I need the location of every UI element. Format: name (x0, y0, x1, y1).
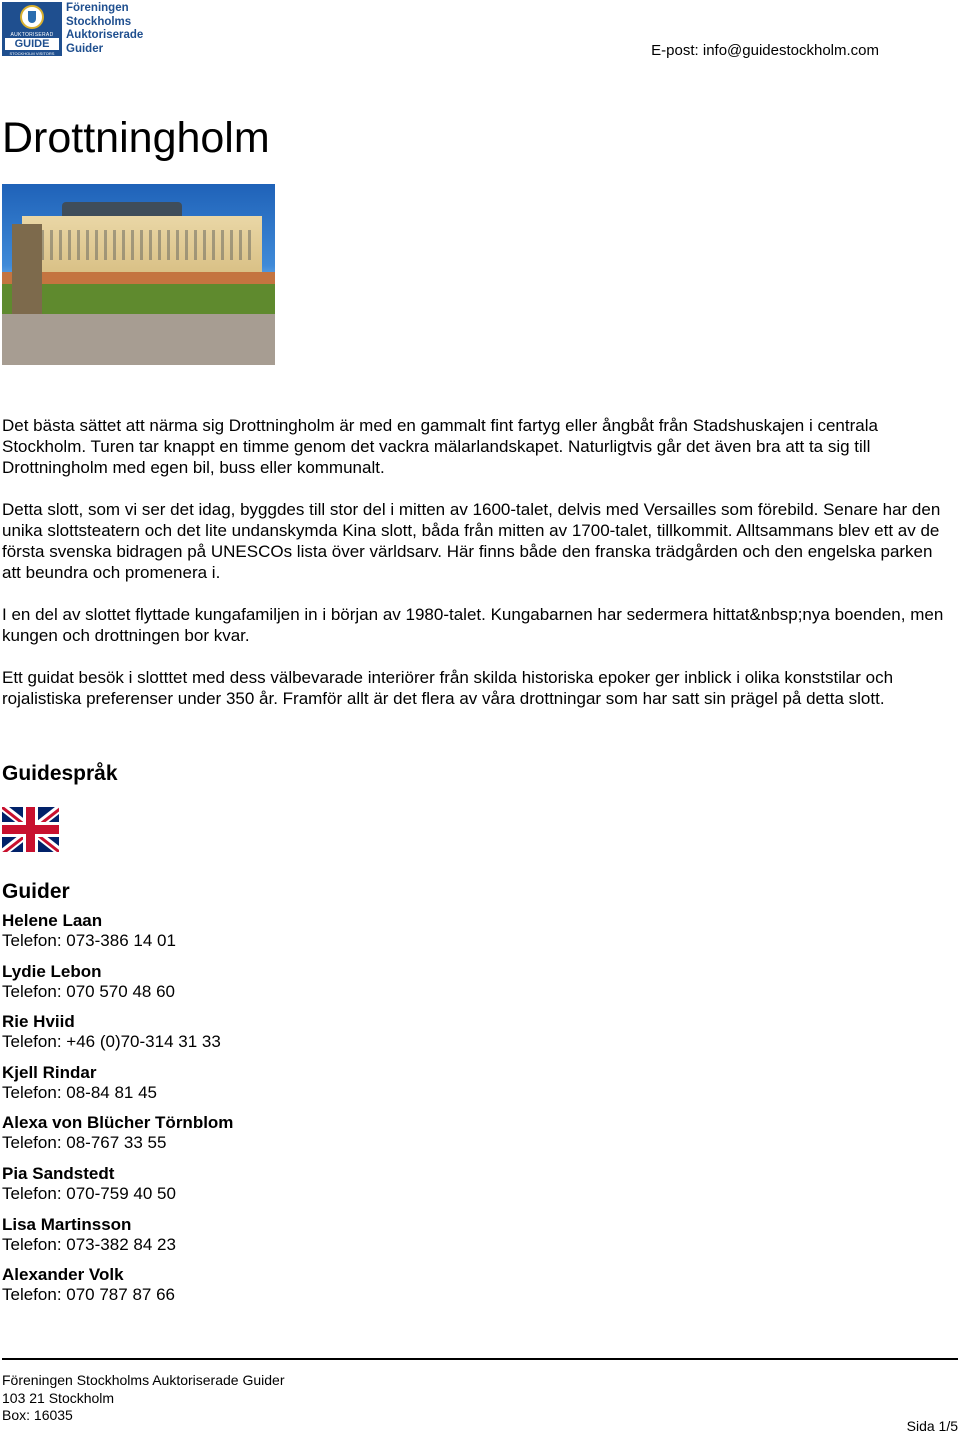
badge-main-text: GUIDE (5, 38, 59, 50)
logo-line: Stockholms (66, 15, 132, 28)
guide-name: Alexander Volk (2, 1265, 124, 1285)
guide-phone: Telefon: +46 (0)70-314 31 33 (2, 1032, 221, 1052)
guide-badge-logo (2, 2, 62, 61)
footer-divider (2, 1358, 958, 1360)
palace-windows (26, 230, 256, 260)
body-paragraph: Detta slott, som vi ser det idag, byggdes till stor del i mitten av 1600-talet, delvis med Versailles som förebild. Senare har den unika slottsteatern och det lite undanskymda Kina slott, båda från mitten av 1700-talet, tillkommit. Alltsammans blev ett av de första svenska bidragen på UNESCOs lista över världsarv. Här finns både den franska trädgården och den engelska parken att beundra och promenera i. (2, 500, 941, 582)
body-paragraph: Det bästa sättet att närma sig Drottningholm är med en gammalt fint fartyg eller ångbåt från Stadshuskajen i centrala Stockholm. Turen tar knappt en timme genom det vackra mälarlandskapet. Naturligtvis går det även bra att ta sig till Drottningholm med egen bil, buss eller kommunalt. (2, 416, 878, 477)
body-paragraph: I en del av slottet flyttade kungafamiljen in i början av 1980-talet. Kungabarnen har sedermera hittat&nbsp;nya boenden, men kungen och drottningen bor kvar. (2, 605, 944, 645)
page-header (0, 0, 960, 60)
badge-bottom-text: STOCKHOLM VISITORS BOARD (9, 51, 55, 61)
guide-item (2, 911, 602, 962)
guide-item (2, 1265, 602, 1316)
association-logo[interactable] (2, 2, 148, 61)
guide-name: Lisa Martinsson (2, 1214, 132, 1234)
drottningholm-palace-photo (2, 184, 275, 365)
article-body (2, 415, 952, 730)
guide-phone: Telefon: 070-759 40 50 (2, 1183, 176, 1203)
garden-statue (12, 224, 42, 314)
page-number: Sida 1/5 (906, 1418, 958, 1434)
guide-phone: Telefon: 070 570 48 60 (2, 981, 175, 1001)
badge-top-text: AUKTORISERAD (10, 32, 54, 38)
crest-icon (20, 5, 44, 29)
guide-name: Alexa von Blücher Törnblom (2, 1113, 234, 1133)
footer-box: Box: 16035 (2, 1407, 73, 1423)
contact-email[interactable]: E-post: info@guidestockholm.com (651, 42, 879, 59)
guide-item (2, 962, 602, 1013)
guide-item (2, 1215, 602, 1266)
logo-line: Auktoriserade (66, 29, 144, 41)
guide-phone: Telefon: 08-84 81 45 (2, 1082, 158, 1102)
guides-heading: Guider (2, 880, 70, 903)
guide-name: Pia Sandstedt (2, 1163, 115, 1183)
guide-item (2, 1113, 602, 1164)
gravel-path (2, 314, 275, 365)
logo-line: Föreningen (66, 2, 129, 14)
logo-line: Guider (66, 42, 104, 55)
guide-item (2, 1063, 602, 1114)
guide-name: Rie Hviid (2, 1012, 75, 1032)
guide-name: Kjell Rindar (2, 1062, 97, 1082)
guide-phone: Telefon: 070 787 87 66 (2, 1285, 175, 1305)
footer-org: Föreningen Stockholms Auktoriserade Guider (2, 1372, 285, 1388)
languages-heading: Guidespråk (2, 762, 118, 785)
body-paragraph: Ett guidat besök i slotttet med dess välbevarade interiörer från skilda historiska epoker ger inblick i olika konststilar och rojalistiska preferenser under 350 år. Framför allt är det flera av våra drottningar som har satt sin prägel på detta slott. (2, 668, 894, 708)
garden-lawn (2, 284, 275, 316)
guide-name: Helene Laan (2, 911, 103, 930)
guide-phone: Telefon: 08-767 33 55 (2, 1133, 167, 1153)
page-footer (2, 1372, 284, 1425)
guide-list (2, 911, 602, 1316)
page-title: Drottningholm (2, 114, 270, 162)
guide-item (2, 1012, 602, 1063)
uk-flag-icon (2, 807, 59, 852)
guide-phone: Telefon: 073-382 84 23 (2, 1234, 176, 1254)
logo-wordmark (66, 2, 143, 56)
guide-item (2, 1164, 602, 1215)
guide-name: Lydie Lebon (2, 961, 102, 981)
footer-city: 103 21 Stockholm (2, 1389, 115, 1406)
guide-phone: Telefon: 073-386 14 01 (2, 931, 176, 950)
